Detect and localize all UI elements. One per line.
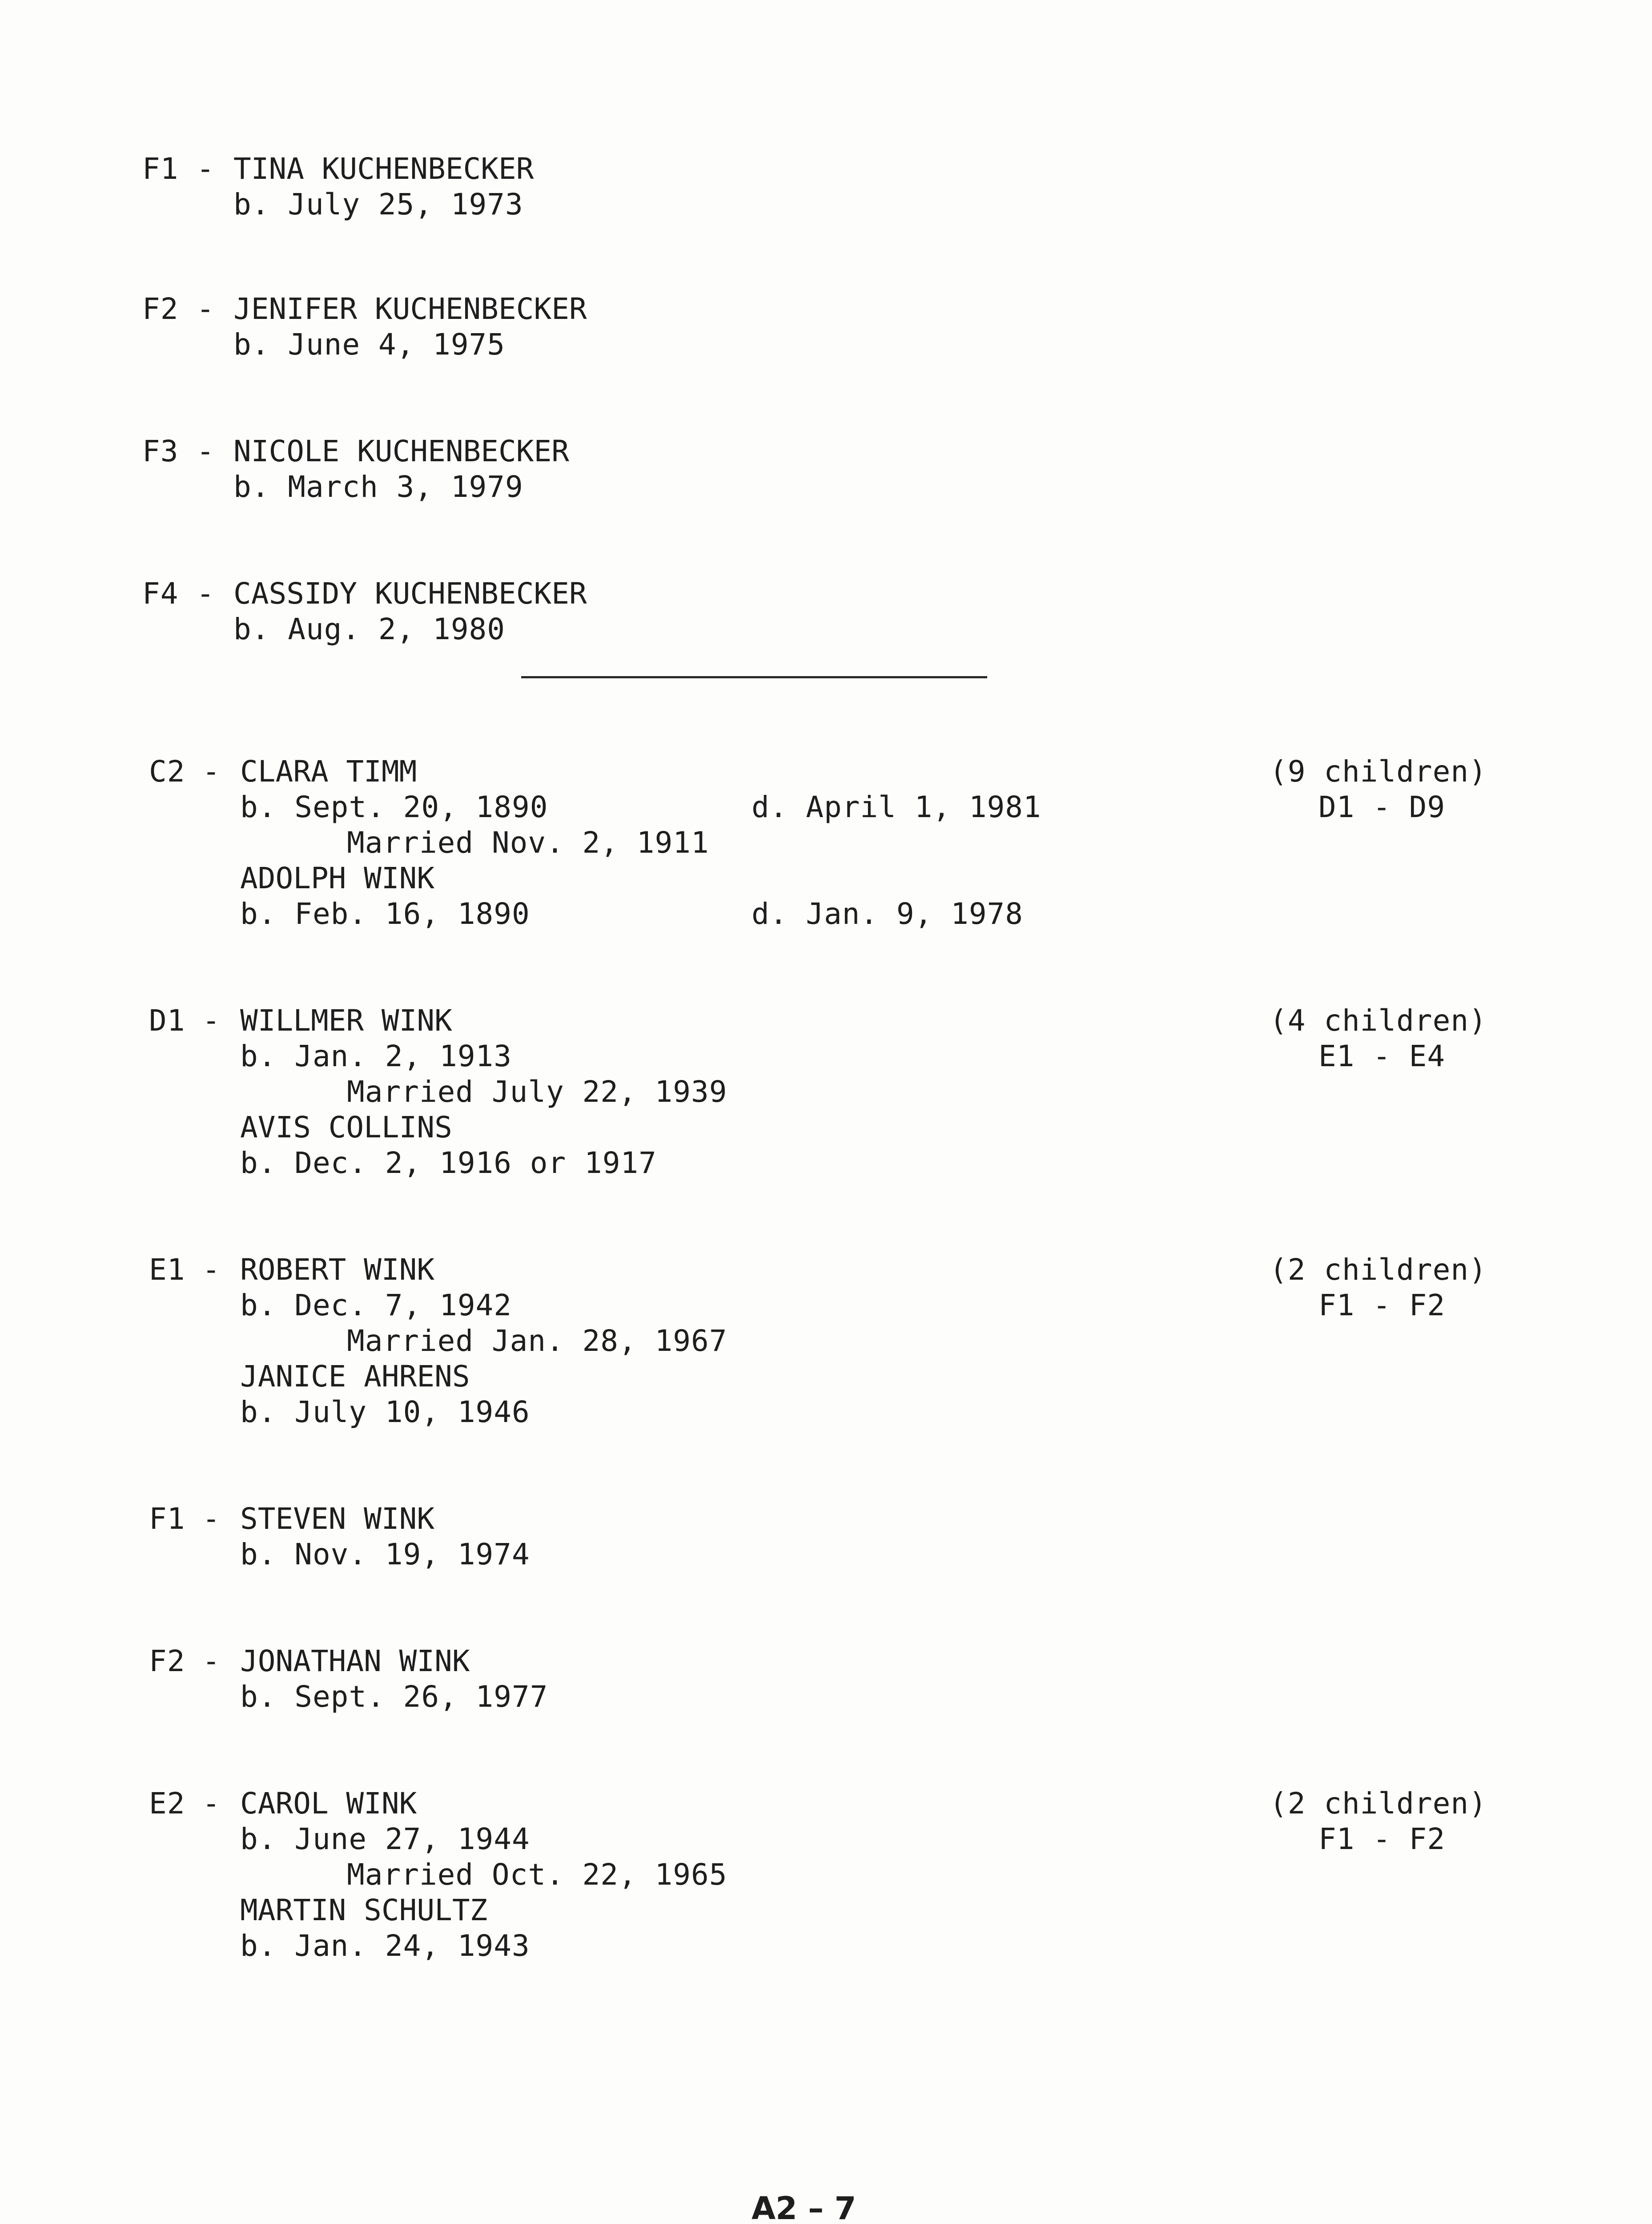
birth-date: b. Nov. 19, 1974 bbox=[240, 1537, 530, 1571]
entry-dash: - bbox=[202, 1644, 221, 1678]
birth-date: b. July 25, 1973 bbox=[233, 187, 523, 222]
entry-dash: - bbox=[202, 1786, 221, 1821]
person-name: CLARA TIMM bbox=[240, 754, 417, 789]
spouse-birth-date: b. Feb. 16, 1890 bbox=[240, 897, 530, 931]
entry-code: F1 bbox=[149, 1502, 185, 1536]
children-range: F1 - F2 bbox=[1318, 1288, 1446, 1322]
spouse-name: MARTIN SCHULTZ bbox=[240, 1893, 488, 1927]
children-count: (9 children) bbox=[1270, 754, 1487, 789]
spouse-birth-date: b. July 10, 1946 bbox=[240, 1395, 530, 1429]
birth-date: b. June 4, 1975 bbox=[233, 327, 506, 362]
spouse-birth-date: b. Dec. 2, 1916 or 1917 bbox=[240, 1146, 657, 1180]
person-name: JONATHAN WINK bbox=[240, 1644, 470, 1678]
person-name: NICOLE KUCHENBECKER bbox=[233, 434, 569, 468]
birth-date: b. March 3, 1979 bbox=[233, 470, 523, 504]
person-name: WILLMER WINK bbox=[240, 1003, 452, 1038]
entry-dash: - bbox=[197, 152, 215, 186]
birth-date: b. Sept. 26, 1977 bbox=[240, 1680, 548, 1714]
children-range: F1 - F2 bbox=[1318, 1822, 1446, 1856]
spouse-name: JANICE AHRENS bbox=[240, 1359, 470, 1394]
entry-dash: - bbox=[197, 434, 215, 468]
entry-dash: - bbox=[202, 1003, 221, 1038]
entry-code: C2 bbox=[149, 754, 185, 789]
entry-code: F2 bbox=[149, 1644, 185, 1678]
children-range: D1 - D9 bbox=[1318, 790, 1446, 824]
birth-date: b. Jan. 2, 1913 bbox=[240, 1039, 512, 1073]
children-count: (4 children) bbox=[1270, 1003, 1487, 1038]
birth-date: b. Dec. 7, 1942 bbox=[240, 1288, 512, 1322]
entry-dash: - bbox=[197, 576, 215, 611]
person-name: CASSIDY KUCHENBECKER bbox=[233, 576, 587, 611]
section-divider bbox=[521, 676, 987, 678]
marriage-date: Married Nov. 2, 1911 bbox=[347, 826, 709, 860]
person-name: ROBERT WINK bbox=[240, 1253, 435, 1287]
entry-code: F3 bbox=[142, 434, 179, 468]
entry-code: E1 bbox=[149, 1253, 185, 1287]
birth-date: b. June 27, 1944 bbox=[240, 1822, 530, 1856]
entry-dash: - bbox=[202, 754, 221, 789]
person-name: TINA KUCHENBECKER bbox=[233, 152, 534, 186]
children-range: E1 - E4 bbox=[1318, 1039, 1446, 1073]
children-count: (2 children) bbox=[1270, 1786, 1487, 1821]
entry-code: E2 bbox=[149, 1786, 185, 1821]
entry-dash: - bbox=[202, 1253, 221, 1287]
entry-code: F1 bbox=[142, 152, 179, 186]
marriage-date: Married July 22, 1939 bbox=[347, 1075, 728, 1109]
entry-code: D1 bbox=[149, 1003, 185, 1038]
page-number: A2 – 7 bbox=[752, 2190, 856, 2224]
entry-dash: - bbox=[197, 292, 215, 326]
spouse-birth-date: b. Jan. 24, 1943 bbox=[240, 1929, 530, 1963]
person-name: STEVEN WINK bbox=[240, 1502, 435, 1536]
children-count: (2 children) bbox=[1270, 1253, 1487, 1287]
birth-date: b. Sept. 20, 1890 bbox=[240, 790, 548, 824]
person-name: CAROL WINK bbox=[240, 1786, 417, 1821]
person-name: JENIFER KUCHENBECKER bbox=[233, 292, 587, 326]
spouse-death-date: d. Jan. 9, 1978 bbox=[752, 897, 1024, 931]
marriage-date: Married Jan. 28, 1967 bbox=[347, 1324, 728, 1358]
birth-date: b. Aug. 2, 1980 bbox=[233, 612, 506, 646]
spouse-name: ADOLPH WINK bbox=[240, 861, 435, 895]
marriage-date: Married Oct. 22, 1965 bbox=[347, 1857, 728, 1892]
spouse-name: AVIS COLLINS bbox=[240, 1110, 452, 1144]
entry-code: F2 bbox=[142, 292, 179, 326]
death-date: d. April 1, 1981 bbox=[752, 790, 1041, 824]
entry-code: F4 bbox=[142, 576, 179, 611]
entry-dash: - bbox=[202, 1502, 221, 1536]
